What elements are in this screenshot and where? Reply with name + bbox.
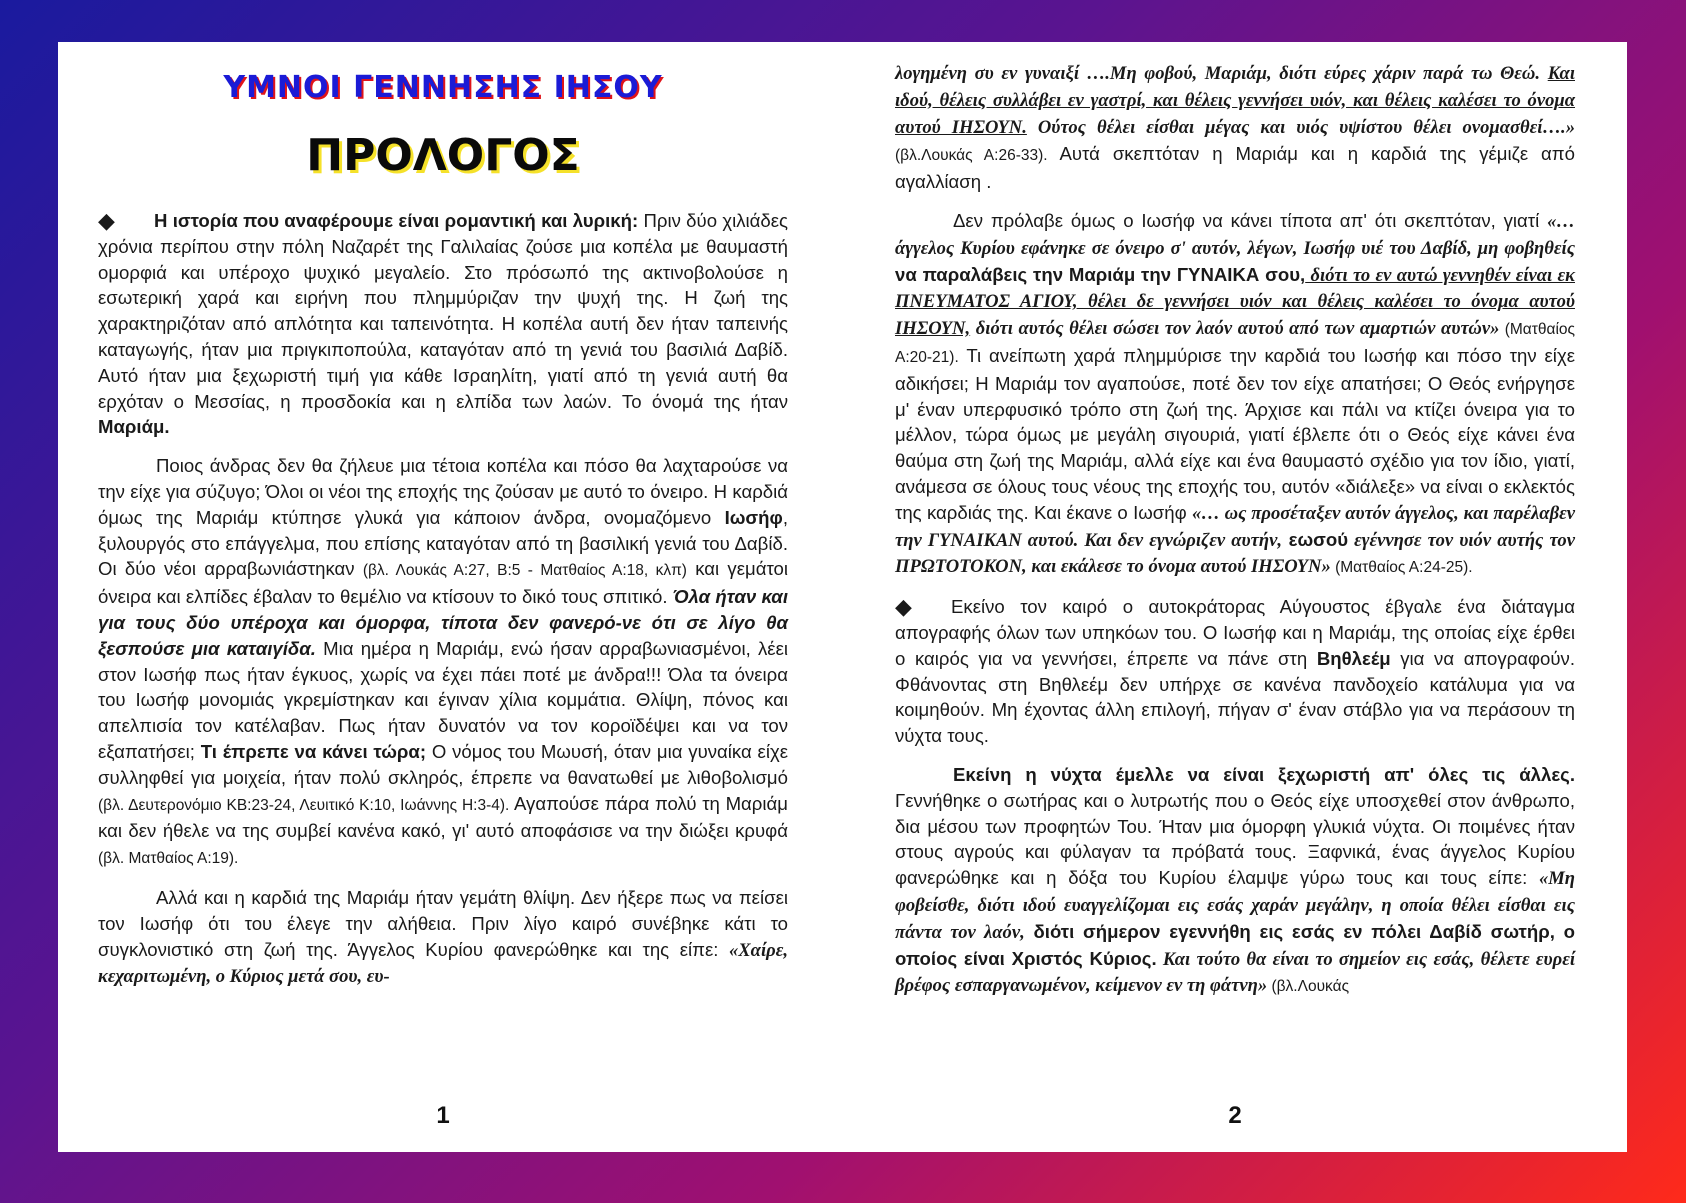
paragraph: Δεν πρόλαβε όμως ο Ιωσήφ να κάνει τίποτα απ' ότι σκεπτόταν, γιατί «…άγγελος Κυρίου εφάνηκε σε όνειρο σ' αυτόν, λέγων, Ιωσήφ υιέ του Δαβίδ, μη φοβηθείς να παραλάβεις την Μαριάμ την ΓΥΝΑΙΚΑ σου, διότι το εν αυτώ γεννηθέν είναι εκ ΠΝΕΥΜΑΤΟΣ ΑΓΙΟΥ, θέλει δε γεννήσει υιόν και θέλεις καλέσει το όνομα αυτού ΙΗΣΟΥΝ, διότι αυτός θέλει σώσει τον λαόν αυτού από των αμαρτιών αυτών» (Ματθαίος Α:20-21). Τι ανείπωτη χαρά πλημμύρισε την καρδιά του Ιωσήφ και πόσο την είχε αδικήσει; Η Μαριάμ τον αγαπούσε, ποτέ δεν τον είχε απατήσει; Ο Θεός ενήργησε μ' έναν υπερφυσικό τρόπο στη ζωή της. Άρχισε και πάλι να κτίζει όνειρα για το μέλλον, τώρα όμως με μεγάλη σιγουριά, γιατί έβλεπε ότι ο Θεός είχε κάνει ένα θαύμα στη ζωή της Μαριάμ, αλλά είχε και ένα θαυμαστό σχέδιο για τον ίδιο, γιατί, ανάμεσα σε όλους τους νέους της εποχής του, αυτόν «διάλεξε» να είναι ο εκλεκτός της καρδιάς της. Και έκανε ο Ιωσήφ «… ως προσέταξεν αυτόν άγγελος, και παρέλαβεν την ΓΥΝΑΙΚΑΝ αυτού. Και δεν εγνώριζεν αυτήν, εωσού εγέννησε τον υιόν αυτής τον ΠΡΩΤΟΤΟΚΟΝ, και εκάλεσε το όνομα αυτού ΙΗΣΟΥΝ» (Ματθαίος Α:24-25). (895, 209, 1575, 578)
page-number: 2 (1228, 1102, 1242, 1129)
diamond-bullet-icon: ◆ (98, 208, 115, 233)
paragraph: ◆ Η ιστορία που αναφέρουμε είναι ρομαντική και λυρική: Πριν δύο χιλιάδες χρόνια περίπου στην πόλη Ναζαρέτ της Γαλιλαίας ζούσε μια κοπέλα με θαυμαστή ομορφιά και υπέροχο ψυχικό μεγαλείο. Στο πρόσωπό της ακτινοβολούσε η εσωτερική χαρά και ειρήνη που πλημμύριζαν την ψυχή της. Η ζωή της χαρακτηριζόταν από απλότητα και ταπεινότητα. Η κοπέλα αυτή δεν ήταν ταπεινής καταγωγής, ήταν μια πριγκιποπούλα, καταγόταν από τη γενιά του βασιλιά Δαβίδ. Αυτό ήταν μια ξεχωριστή τιμή για κάθε Ισραηλίτη, γιατί από τη γενιά αυτή θα ερχόταν ο Μεσσίας, η προσδοκία και η ελπίδα των λαών. Το όνομά της ήταν Μαριάμ. (98, 208, 788, 438)
paragraph: Ποιος άνδρας δεν θα ζήλευε μια τέτοια κοπέλα και πόσο θα λαχταρούσε να την είχε για σύζυγο; Όλοι οι νέοι της εποχής της ζούσαν με αυτό το όνειρο. Η καρδιά όμως της Μαριάμ κτύπησε γλυκά για κάποιον άνδρα, ονομαζόμενο Ιωσήφ, ξυλουργός στο επάγγελμα, που επίσης καταγόταν από τη βασιλική γενιά του Δαβίδ. Οι δύο νέοι αρραβωνιάστηκαν (βλ. Λουκάς Α:27, Β:5 - Ματθαίος Α:18, κλπ) και γεμάτοι όνειρα και ελπίδες έβαλαν το θεμέλιο να κτίσουν το δικό τους σπιτικό. Όλα ήταν και για τους δύο υπέροχα και όμορφα, τίποτα δεν φανερό-νε ότι σε λίγο θα ξεσπούσε μια καταιγίδα. Μια ημέρα η Μαριάμ, ενώ ήσαν αρραβωνιασμένοι, λέει στον Ιωσήφ πως ήταν έγκυος, χωρίς να έχει πάει ποτέ με άνδρα!!! Όλα τα όνειρα του Ιωσήφ μονομιάς γκρεμίστηκαν και έγιναν χίλια κομμάτια. Θλίψη, πόνος και απελπισία τον κατέλαβαν. Πως ήταν δυνατόν να τον κοροϊδέψει και να τον εξαπατήσει; Τι έπρεπε να κάνει τώρα; Ο νόμος του Μωυσή, όταν μια γυναίκα είχε συλληφθεί για μοιχεία, ήταν πολύ σκληρός, έπρεπε να θανατωθεί με λιθοβολισμό (βλ. Δευτερονόμιο ΚΒ:23-24, Λευιτικό Κ:10, Ιωάννης Η:3-4). Αγαπούσε πάρα πολύ τη Μαριάμ και δεν ήθελε να της συμβεί κανένα κακό, γι' αυτό αποφάσισε να την διώξει κρυφά (βλ. Ματθαίος Α:19). (98, 455, 789, 868)
page-left (98, 42, 788, 1152)
right-page-text (895, 60, 1575, 1013)
paragraph: λογημένη συ εν γυναιξί ….Μη φοβού, Μαριάμ, διότι εύρες χάριν παρά τω Θεώ. Και ιδού, θέλεις συλλάβει εν γαστρί, και θέλεις γεννήσει υιόν, και θέλεις καλέσει το όνομα αυτού ΙΗΣΟΥΝ. Ούτος θέλει είσθαι μέγας και υιός υψίστου θέλει ονομασθεί….» (βλ.Λουκάς Α:26-33). Αυτά σκεπτόταν η Μαριάμ και η καρδιά της γέμιζε από αγαλλίαση . (895, 63, 1575, 193)
diamond-bullet-icon: ◆ (895, 594, 912, 620)
book-title: ΥΜΝΟΙ ΓΕΝΝΗΣΗΣ ΙΗΣΟΥ (223, 70, 663, 105)
paragraph: Αλλά και η καρδιά της Μαριάμ ήταν γεμάτη θλίψη. Δεν ήξερε πως να πείσει τον Ιωσήφ ότι του έλεγε την αλήθεια. Πριν λίγο καιρό συνέβηκε κάτι το συγκλονιστικό στη ζωή της. Άγγελος Κυρίου φανερώθηκε και της είπε: «Χαίρε, κεχαριτωμένη, ο Κύριος μετά σου, ευ- (98, 886, 788, 988)
paragraph: ◆ Εκείνο τον καιρό ο αυτοκράτορας Αύγουστος έβγαλε ένα διάταγμα απογραφής όλων των υπηκόων του. Ο Ιωσήφ και η Μαριάμ, της οποίας είχε έρθει ο καιρός για να γεννήσει, έπρεπε να πάνε στη Βηθλεέμ για να απογραφούν. Φθάνοντας στη Βηθλεέμ δεν υπήρχε σε κανένα πανδοχείο κατάλυμα για να κοιμηθούν. Μη έχοντας άλλη επιλογή, πήγαν σ' έναν στάβλο για να περάσουν τη νύχτα τους. (895, 594, 1575, 747)
book-spread (58, 42, 1627, 1152)
left-page-text (98, 208, 788, 1003)
page-number: 1 (436, 1102, 450, 1129)
chapter-title: ΠΡΟΛΟΓΟΣ (306, 130, 580, 181)
paragraph: Εκείνη η νύχτα έμελλε να είναι ξεχωριστή απ' όλες τις άλλες. Γεννήθηκε ο σωτήρας και ο λυτρωτής που ο Θεός είχε υποσχεθεί στον άνθρωπο, δια μέσου των προφητών Του. Ήταν μια όμορφη γλυκιά νύχτα. Οι ποιμένες ήταν στους αγρούς και φύλαγαν τα πρόβατά τους. Ξαφνικά, ένας άγγελος Κυρίου φανερώθηκε και η δόξα του Κυρίου έλαμψε γύρω τους και τους είπε: «Μη φοβείσθε, διότι ιδού ευαγγελίζομαι εις εσάς χαράν μεγάλην, η οποία θέλει είσθαι εις πάντα τον λαόν, διότι σήμερον εγεννήθη εις εσάς εν πόλει Δαβίδ σωτήρ, ο οποίος είναι Χριστός Κύριος. Και τούτο θα είναι το σημείον εις εσάς, θέλετε ευρεί βρέφος εσπαργανωμένον, κείμενον εν τη φάτνη» (βλ.Λουκάς (895, 763, 1575, 997)
page-right (895, 42, 1575, 1152)
